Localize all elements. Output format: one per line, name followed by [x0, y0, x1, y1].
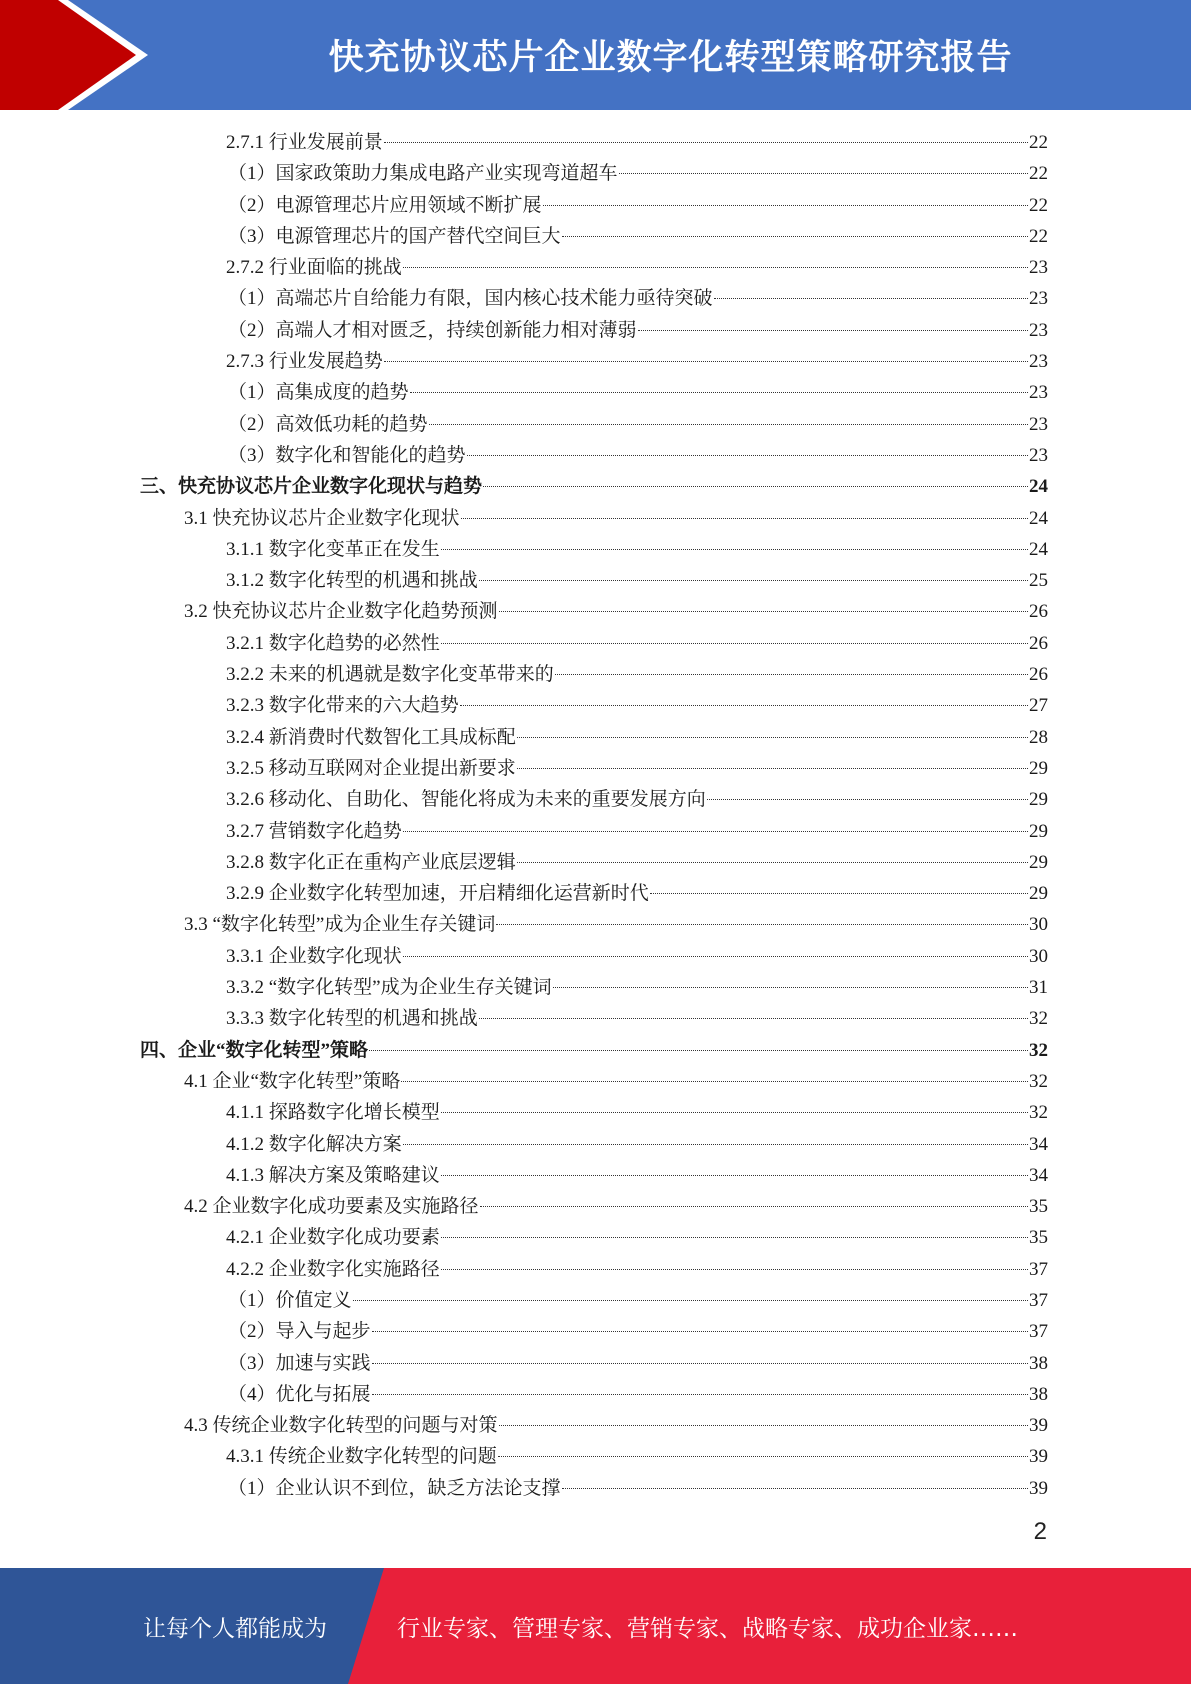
toc-entry-title: 3.2.8 数字化正在重构产业底层逻辑 — [226, 851, 516, 873]
toc-entry-title: （3）数字化和智能化的趋势 — [228, 444, 466, 466]
toc-dot-leader — [498, 1456, 1028, 1457]
toc-dot-leader — [441, 1112, 1028, 1113]
toc-entry[interactable] — [140, 909, 1048, 940]
page-header — [0, 0, 1191, 110]
toc-entry[interactable] — [140, 1003, 1048, 1034]
toc-entry-page-number: 32 — [1029, 1008, 1048, 1030]
toc-dot-leader — [403, 1144, 1028, 1145]
toc-entry-page-number: 37 — [1029, 1321, 1048, 1343]
toc-entry-title: 3.3 “数字化转型”成为企业生存关键词 — [184, 914, 496, 936]
toc-entry-page-number: 25 — [1029, 570, 1048, 592]
toc-dot-leader — [499, 611, 1028, 612]
toc-entry-title: 4.3 传统企业数字化转型的问题与对策 — [184, 1415, 498, 1437]
toc-dot-leader — [403, 831, 1028, 832]
toc-entry[interactable] — [140, 1129, 1048, 1160]
toc-entry-page-number: 38 — [1029, 1352, 1048, 1374]
toc-entry-title: 2.7.3 行业发展趋势 — [226, 351, 383, 373]
toc-entry-title: 3.2.7 营销数字化趋势 — [226, 820, 402, 842]
toc-entry-page-number: 26 — [1029, 632, 1048, 654]
toc-entry[interactable] — [140, 377, 1048, 408]
toc-entry-title: （4）优化与拓展 — [228, 1383, 371, 1405]
toc-dot-leader — [517, 737, 1028, 738]
toc-entry-page-number: 29 — [1029, 851, 1048, 873]
toc-entry[interactable] — [140, 565, 1048, 596]
toc-entry-title: （3）电源管理芯片的国产替代空间巨大 — [228, 225, 561, 247]
toc-entry-title: 3.1.1 数字化变革正在发生 — [226, 538, 440, 560]
toc-entry[interactable] — [140, 1160, 1048, 1191]
toc-entry-page-number: 23 — [1029, 444, 1048, 466]
toc-entry-page-number: 23 — [1029, 257, 1048, 279]
toc-entry[interactable] — [140, 690, 1048, 721]
toc-dot-leader — [543, 205, 1028, 206]
toc-entry-title: （2）高端人才相对匮乏，持续创新能力相对薄弱 — [228, 319, 637, 341]
toc-entry[interactable] — [140, 471, 1048, 502]
toc-entry-title: 四、企业“数字化转型”策略 — [140, 1039, 369, 1061]
toc-entry[interactable] — [140, 1410, 1048, 1441]
toc-entry[interactable] — [140, 127, 1048, 158]
toc-entry-title: （1）高端芯片自给能力有限，国内核心技术能力亟待突破 — [228, 288, 713, 310]
toc-entry-title: （2）导入与起步 — [228, 1321, 371, 1343]
toc-dot-leader — [707, 799, 1028, 800]
toc-entry-page-number: 39 — [1029, 1415, 1048, 1437]
toc-entry[interactable] — [140, 534, 1048, 565]
toc-entry[interactable] — [140, 1254, 1048, 1285]
toc-dot-leader — [479, 1018, 1028, 1019]
toc-entry-page-number: 35 — [1029, 1196, 1048, 1218]
toc-entry-title: 3.3.2 “数字化转型”成为企业生存关键词 — [226, 977, 552, 999]
toc-dot-leader — [369, 1050, 1028, 1051]
toc-entry[interactable] — [140, 722, 1048, 753]
header-chevron-decoration — [0, 0, 160, 110]
toc-entry-title: 4.1.1 探路数字化增长模型 — [226, 1102, 440, 1124]
toc-entry-page-number: 38 — [1029, 1383, 1048, 1405]
toc-dot-leader — [372, 1363, 1028, 1364]
toc-entry-page-number: 29 — [1029, 789, 1048, 811]
toc-entry-page-number: 39 — [1029, 1446, 1048, 1468]
toc-entry-title: 3.2.4 新消费时代数智化工具成标配 — [226, 726, 516, 748]
toc-entry-title: 3.2.1 数字化趋势的必然性 — [226, 632, 440, 654]
toc-dot-leader — [441, 549, 1028, 550]
toc-entry-title: （1）高集成度的趋势 — [228, 382, 409, 404]
toc-entry[interactable] — [140, 283, 1048, 314]
toc-entry-title: 3.2.3 数字化带来的六大趋势 — [226, 695, 459, 717]
toc-entry-title: 2.7.1 行业发展前景 — [226, 132, 383, 153]
toc-entry[interactable] — [140, 1066, 1048, 1097]
toc-entry-title: 4.2.1 企业数字化成功要素 — [226, 1227, 440, 1249]
toc-dot-leader — [714, 298, 1028, 299]
toc-entry[interactable] — [140, 596, 1048, 627]
toc-entry[interactable] — [140, 628, 1048, 659]
page-number: 2 — [1033, 1518, 1047, 1545]
toc-dot-leader — [479, 580, 1028, 581]
toc-dot-leader — [429, 424, 1028, 425]
toc-dot-leader — [480, 1206, 1028, 1207]
toc-entry-title: （2）高效低功耗的趋势 — [228, 413, 428, 435]
report-title: 快充协议芯片企业数字化转型策略研究报告 — [328, 38, 1013, 78]
toc-dot-leader — [483, 486, 1028, 487]
toc-dot-leader — [410, 392, 1028, 393]
toc-entry[interactable] — [140, 1285, 1048, 1316]
toc-entry-page-number: 30 — [1029, 945, 1048, 967]
toc-dot-leader — [401, 1081, 1028, 1082]
toc-entry-page-number: 37 — [1029, 1289, 1048, 1311]
toc-entry-title: 3.2 快充协议芯片企业数字化趋势预测 — [184, 601, 498, 623]
toc-entry-page-number: 29 — [1029, 820, 1048, 842]
toc-entry[interactable] — [140, 1222, 1048, 1253]
toc-entry-page-number: 26 — [1029, 664, 1048, 686]
toc-entry[interactable] — [140, 659, 1048, 690]
toc-dot-leader — [562, 236, 1028, 237]
toc-entry-title: 3.2.9 企业数字化转型加速，开启精细化运营新时代 — [226, 883, 649, 905]
toc-entry-page-number: 23 — [1029, 413, 1048, 435]
toc-entry-page-number: 32 — [1029, 1039, 1048, 1061]
toc-entry-page-number: 37 — [1029, 1258, 1048, 1280]
toc-entry-title: 3.3.1 企业数字化现状 — [226, 945, 402, 967]
toc-entry-page-number: 22 — [1029, 132, 1048, 153]
toc-dot-leader — [499, 1425, 1028, 1426]
toc-dot-leader — [467, 455, 1028, 456]
toc-entry-page-number: 26 — [1029, 601, 1048, 623]
toc-entry[interactable] — [140, 1316, 1048, 1347]
toc-dot-leader — [638, 330, 1028, 331]
toc-entry-page-number: 23 — [1029, 319, 1048, 341]
toc-dot-leader — [555, 674, 1028, 675]
toc-entry-title: 4.1 企业“数字化转型”策略 — [184, 1070, 401, 1092]
toc-dot-leader — [403, 267, 1028, 268]
toc-entry-page-number: 22 — [1029, 163, 1048, 185]
toc-entry-page-number: 23 — [1029, 351, 1048, 373]
toc-entry-title: 3.2.5 移动互联网对企业提出新要求 — [226, 757, 516, 779]
toc-entry[interactable] — [140, 753, 1048, 784]
toc-entry-title: （3）加速与实践 — [228, 1352, 371, 1374]
table-of-contents — [140, 127, 1048, 1504]
toc-entry-page-number: 29 — [1029, 757, 1048, 779]
toc-entry-title: 4.1.3 解决方案及策略建议 — [226, 1164, 440, 1186]
toc-entry[interactable] — [140, 941, 1048, 972]
toc-entry[interactable] — [140, 190, 1048, 221]
toc-dot-leader — [553, 987, 1028, 988]
toc-dot-leader — [441, 1237, 1028, 1238]
toc-entry[interactable] — [140, 878, 1048, 909]
toc-entry-page-number: 34 — [1029, 1133, 1048, 1155]
toc-entry-title: （2）电源管理芯片应用领域不断扩展 — [228, 194, 542, 216]
toc-entry[interactable] — [140, 1348, 1048, 1379]
toc-entry[interactable] — [140, 1035, 1048, 1066]
toc-entry-title: 4.2 企业数字化成功要素及实施路径 — [184, 1196, 479, 1218]
toc-entry-page-number: 39 — [1029, 1477, 1048, 1499]
toc-entry[interactable] — [140, 1441, 1048, 1472]
footer-slogan-left: 让每个人都能成为 — [143, 1615, 327, 1642]
toc-entry[interactable] — [140, 252, 1048, 283]
toc-entry-title: 3.2.2 未来的机遇就是数字化变革带来的 — [226, 664, 554, 686]
toc-entry-page-number: 34 — [1029, 1164, 1048, 1186]
toc-entry-title: （1）企业认识不到位，缺乏方法论支撑 — [228, 1477, 561, 1499]
toc-dot-leader — [441, 1269, 1028, 1270]
toc-entry[interactable] — [140, 409, 1048, 440]
toc-entry[interactable] — [140, 315, 1048, 346]
toc-entry-page-number: 23 — [1029, 288, 1048, 310]
toc-entry-title: 4.3.1 传统企业数字化转型的问题 — [226, 1446, 497, 1468]
toc-entry[interactable] — [140, 158, 1048, 189]
toc-entry-page-number: 32 — [1029, 1070, 1048, 1092]
toc-dot-leader — [403, 956, 1028, 957]
toc-entry[interactable] — [140, 1097, 1048, 1128]
toc-dot-leader — [517, 862, 1028, 863]
toc-entry-page-number: 27 — [1029, 695, 1048, 717]
toc-entry[interactable] — [140, 816, 1048, 847]
toc-dot-leader — [619, 173, 1028, 174]
toc-entry[interactable] — [140, 847, 1048, 878]
toc-entry-page-number: 30 — [1029, 914, 1048, 936]
toc-entry[interactable] — [140, 346, 1048, 377]
toc-entry-title: （1）价值定义 — [228, 1289, 352, 1311]
toc-dot-leader — [517, 768, 1028, 769]
toc-dot-leader — [460, 705, 1028, 706]
toc-entry-page-number: 22 — [1029, 194, 1048, 216]
toc-entry[interactable] — [140, 503, 1048, 534]
toc-entry-title: 3.2.6 移动化、自助化、智能化将成为未来的重要发展方向 — [226, 789, 706, 811]
toc-dot-leader — [496, 924, 1028, 925]
toc-dot-leader — [562, 1488, 1028, 1489]
toc-entry[interactable] — [140, 1473, 1048, 1504]
toc-entry-page-number: 23 — [1029, 382, 1048, 404]
toc-dot-leader — [384, 361, 1028, 362]
toc-entry[interactable] — [140, 221, 1048, 252]
toc-entry-title: 3.1.2 数字化转型的机遇和挑战 — [226, 570, 478, 592]
toc-entry-title: 4.2.2 企业数字化实施路径 — [226, 1258, 440, 1280]
toc-entry-page-number: 24 — [1029, 476, 1048, 498]
toc-entry-page-number: 31 — [1029, 977, 1048, 999]
toc-dot-leader — [372, 1331, 1028, 1332]
toc-entry-title: （1）国家政策助力集成电路产业实现弯道超车 — [228, 163, 618, 185]
toc-dot-leader — [384, 142, 1028, 143]
toc-entry-page-number: 32 — [1029, 1102, 1048, 1124]
footer-slogan-right: 行业专家、管理专家、营销专家、战略专家、成功企业家…… — [397, 1615, 1018, 1642]
toc-entry-title: 2.7.2 行业面临的挑战 — [226, 257, 402, 279]
toc-entry[interactable] — [140, 1191, 1048, 1222]
toc-dot-leader — [353, 1300, 1028, 1301]
toc-dot-leader — [461, 518, 1028, 519]
toc-dot-leader — [372, 1394, 1028, 1395]
toc-entry-page-number: 35 — [1029, 1227, 1048, 1249]
toc-dot-leader — [650, 893, 1028, 894]
toc-entry[interactable] — [140, 1379, 1048, 1410]
toc-entry-title: 3.1 快充协议芯片企业数字化现状 — [184, 507, 460, 529]
toc-entry[interactable] — [140, 440, 1048, 471]
toc-entry-page-number: 24 — [1029, 507, 1048, 529]
toc-entry-page-number: 28 — [1029, 726, 1048, 748]
toc-entry[interactable] — [140, 972, 1048, 1003]
toc-entry-title: 三、快充协议芯片企业数字化现状与趋势 — [140, 476, 483, 498]
toc-entry-title: 4.1.2 数字化解决方案 — [226, 1133, 402, 1155]
toc-dot-leader — [441, 643, 1028, 644]
toc-entry-page-number: 22 — [1029, 225, 1048, 247]
toc-entry[interactable] — [140, 784, 1048, 815]
toc-entry-page-number: 24 — [1029, 538, 1048, 560]
toc-entry-title: 3.3.3 数字化转型的机遇和挑战 — [226, 1008, 478, 1030]
toc-entry-page-number: 29 — [1029, 883, 1048, 905]
toc-dot-leader — [441, 1175, 1028, 1176]
page-footer — [0, 1568, 1191, 1684]
